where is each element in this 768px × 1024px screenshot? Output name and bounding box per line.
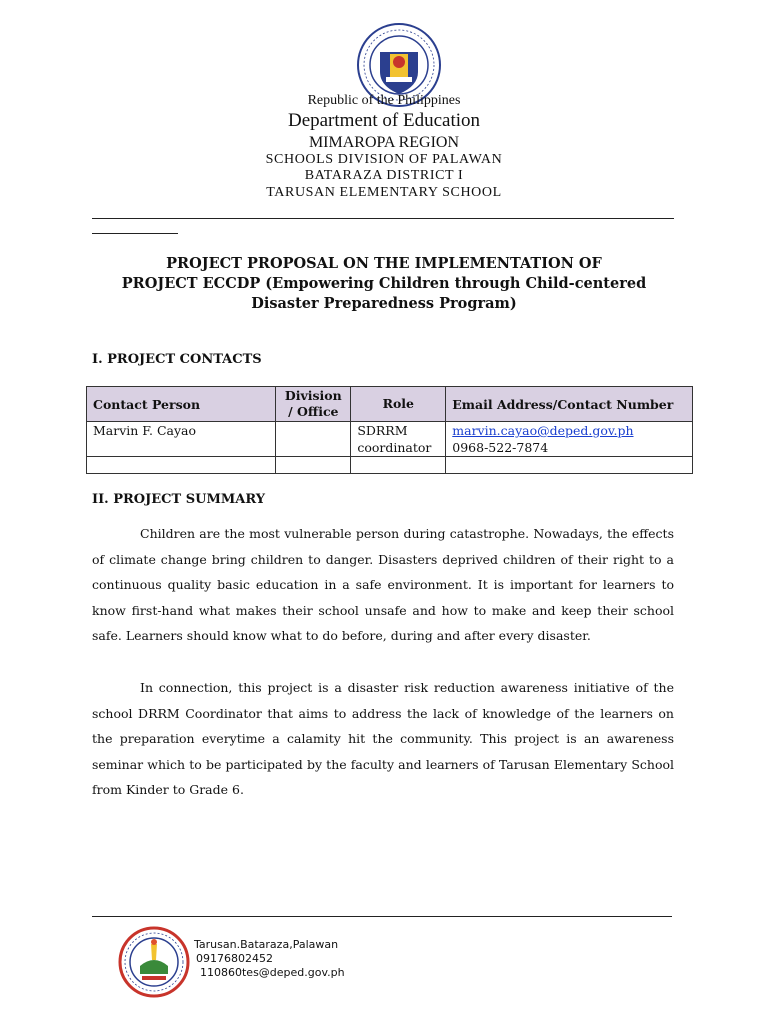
table-row-empty — [87, 457, 693, 474]
region-line: MIMAROPA REGION — [308, 134, 460, 151]
summary-paragraph-1: Children are the most vulnerable person during catastrophe. Nowadays, the effects of climate change bring children to danger. Disasters deprived children of their right to a continuous quality basic education in a safe environment. It is important for learners to know first-hand what makes their school unsafe and how to make and keep their school safe. Learners should know what to do before, during and after every disaster. — [92, 526, 674, 643]
contact-person-cell: Marvin F. Cayao — [87, 422, 276, 457]
empty-cell — [446, 457, 693, 474]
title-line-3: Disaster Preparedness Program) — [251, 295, 517, 312]
department-line: Department of Education — [287, 110, 481, 131]
col-email-contact: Email Address/Contact Number — [446, 387, 693, 422]
footer-divider — [92, 916, 672, 917]
title-line-2: PROJECT ECCDP (Empowering Children through Child-centered — [121, 275, 647, 292]
role-cell — [351, 422, 446, 457]
col-office-label: / Office — [288, 404, 339, 419]
empty-cell — [87, 457, 276, 474]
header-divider-short — [92, 233, 178, 234]
republic-line: Republic of the Philippines — [307, 93, 461, 108]
role-line-2: coordinator — [357, 440, 432, 455]
footer-email: 110860tes@deped.gov.ph — [200, 966, 345, 979]
empty-cell — [276, 457, 351, 474]
division-line: SCHOOLS DIVISION OF PALAWAN — [265, 152, 503, 167]
summary-paragraph-2: In connection, this project is a disaster risk reduction awareness initiative of the school DRRM Coordinator that aims to address the lack of knowledge of the learners on the preparation everytime a calamity hit the community. This project is an awareness seminar which to be participated by the faculty and learners of Tarusan Elementary School from Kinder to Grade 6. — [92, 680, 674, 797]
col-contact-person: Contact Person — [87, 387, 276, 422]
summary-heading: II. PROJECT SUMMARY — [92, 492, 265, 507]
phone-number: 0968-522-7874 — [452, 440, 549, 455]
table-header-row — [87, 387, 693, 422]
division-cell — [276, 422, 351, 457]
contacts-heading: I. PROJECT CONTACTS — [92, 352, 262, 367]
proposal-title — [0, 254, 768, 314]
tarusan-school-logo — [118, 926, 190, 998]
title-line-1: PROJECT PROPOSAL ON THE IMPLEMENTATION OF — [166, 255, 602, 272]
school-line: TARUSAN ELEMENTARY SCHOOL — [266, 185, 502, 200]
footer-address: Tarusan.Bataraza,Palawan — [194, 938, 339, 951]
col-division-label: Division — [284, 388, 342, 403]
role-line-1: SDRRM — [357, 423, 408, 438]
email-link[interactable]: marvin.cayao@deped.gov.ph — [452, 423, 634, 438]
header-divider — [92, 218, 674, 219]
district-line: BATARAZA DISTRICT I — [304, 168, 464, 183]
col-role: Role — [351, 387, 446, 422]
col-division-office — [276, 387, 351, 422]
footer-phone: 09176802452 — [196, 952, 273, 965]
email-contact-cell — [446, 422, 693, 457]
contacts-table — [86, 386, 693, 474]
table-row — [87, 422, 693, 457]
empty-cell — [351, 457, 446, 474]
